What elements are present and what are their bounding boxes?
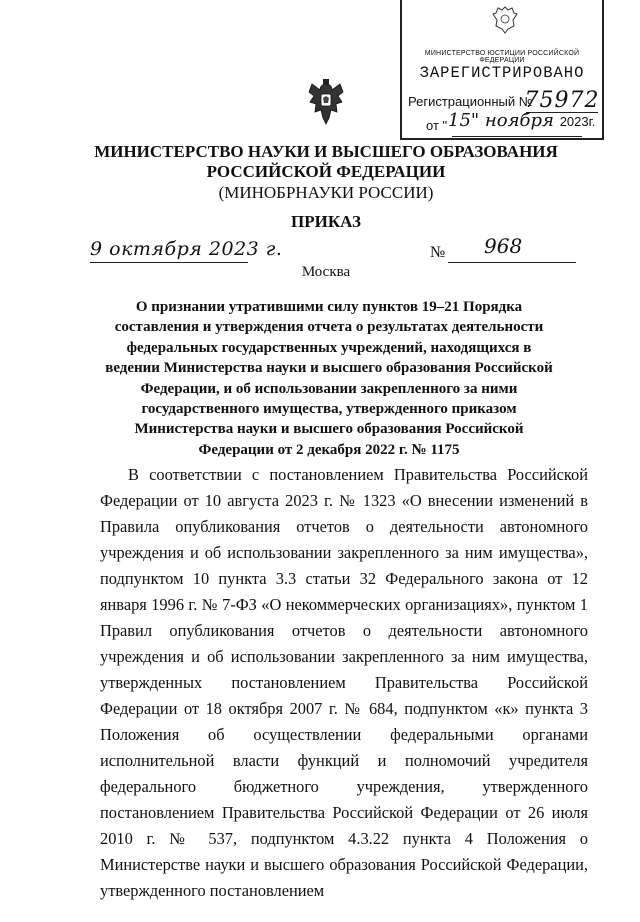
- number-sign: №: [430, 244, 446, 261]
- stamp-date: [448, 110, 596, 131]
- registration-stamp: [400, 0, 604, 140]
- stamp-date-underline: [452, 136, 582, 137]
- ministry-name-line-1: МИНИСТЕРСТВО НАУКИ И ВЫСШЕГО ОБРАЗОВАНИЯ: [94, 142, 558, 161]
- stamp-ministry-name: МИНИСТЕРСТВО ЮСТИЦИИ РОССИЙСКОЙ ФЕДЕРАЦИИ: [424, 50, 580, 64]
- order-date: 9 октября 2023 г.: [90, 238, 283, 260]
- stamp-date-year: 2023г.: [559, 114, 596, 129]
- ministry-name-line-2: РОССИЙСКОЙ ФЕДЕРАЦИИ: [206, 162, 446, 181]
- body-text: [100, 462, 588, 904]
- coat-of-arms-icon: [492, 4, 518, 34]
- stamp-reg-number: 75972: [524, 88, 600, 113]
- city: Москва: [301, 264, 351, 280]
- stamp-reg-number-label: Регистрационный №: [408, 94, 533, 109]
- coat-of-arms-icon: [306, 78, 346, 126]
- order-title: О признании утратившими силу пунктов 19–21 Порядка составления и утверждения отчета о результатах деятельности федеральных государственных учреждений, находящихся в ведении Министерства науки и высшего образования Российской Федерации, и об использовании закрепленного за ними государственного имущества, утвержденного приказом Министерства науки и высшего образования Российской Федерации от 2 декабря 2022 г. № 1175: [105, 299, 553, 458]
- document-type: ПРИКАЗ: [291, 212, 361, 231]
- order-date-underline: [90, 262, 248, 263]
- order-number-underline: [448, 262, 576, 263]
- stamp-date-prefix: от ": [426, 118, 448, 133]
- ministry-short-name: (МИНОБРНАУКИ РОССИИ): [218, 183, 434, 202]
- order-number: 968: [484, 234, 523, 258]
- stamp-date-value: 15" ноября: [448, 110, 554, 131]
- stamp-registered-label: ЗАРЕГИСТРИРОВАНО: [419, 64, 585, 82]
- body-paragraph: В соответствии с постановлением Правительства Российской Федерации от 10 августа 2023 г. № 1323 «О внесении изменений в Правила опубликования отчетов о деятельности автономного учреждения и об использовании закрепленного за ним имущества», подпунктом 10 пункта 3.3 статьи 32 Федерального закона от 12 января 1996 г. № 7-ФЗ «О некоммерческих организациях», пунктом 1 Правил опубликования отчетов о деятельности автономного учреждения и об использовании закрепленного за ним имущества, утвержденных постановлением Правительства Российской Федерации от 18 октября 2007 г. № 684, подпунктом «к» пункта 3 Положения об осуществлении федеральными органами исполнительной власти функций и полномочий учредителя федерального бюджетного учреждения, утвержденного постановлением Правительства Российской Федерации от 26 июля 2010 г. № 537, подпунктом 4.3.22 пункта 4 Положения о Министерстве науки и высшего образования Российской Федерации, утвержденного постановлением: [100, 465, 588, 900]
